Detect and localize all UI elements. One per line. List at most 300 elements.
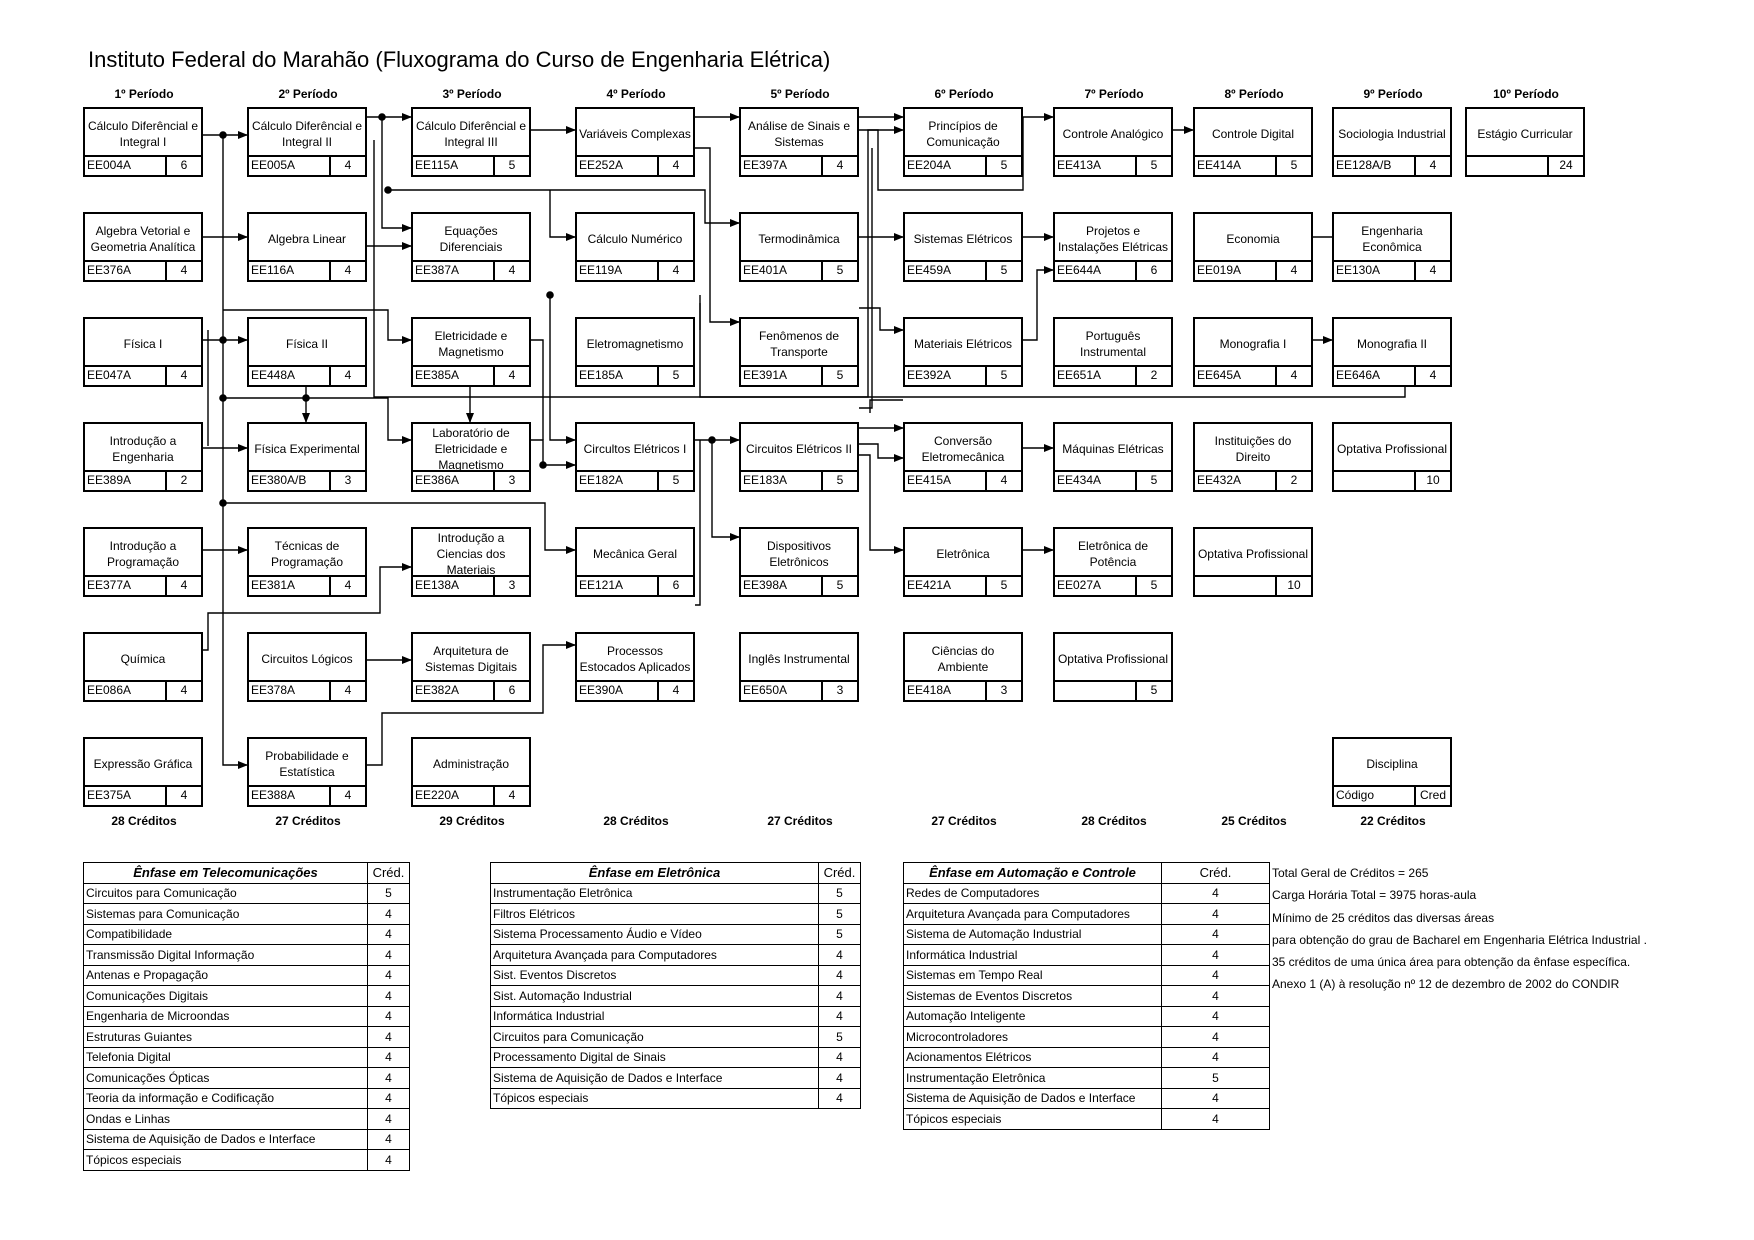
elective-credits: 4 <box>368 1150 410 1171</box>
course-credits: 4 <box>672 683 680 697</box>
elective-credits: 4 <box>1162 1109 1270 1130</box>
table-row <box>904 986 1270 1007</box>
elective-name: Instrumentação Eletrônica <box>491 883 819 904</box>
elective-credits: 4 <box>819 1047 861 1068</box>
course-name: Inglês Instrumental <box>748 652 850 666</box>
course-box <box>739 107 859 177</box>
course-credits: 10 <box>1426 473 1440 487</box>
elective-credits: 4 <box>368 1006 410 1027</box>
course-name: Expressão Gráfica <box>93 757 193 771</box>
course-code: EE421A <box>905 577 987 595</box>
note-line: Carga Horária Total = 3975 horas-aula <box>1272 888 1477 903</box>
course-name: Cálculo Diferêncial e Integral I <box>87 119 199 149</box>
course-code: EE005A <box>249 157 331 175</box>
emphasis-rows <box>904 883 1270 1129</box>
course-name: Sistemas Elétricos <box>913 232 1013 246</box>
course-code: EE413A <box>1055 157 1137 175</box>
course-name: Probabilidade e Estatística <box>265 749 349 779</box>
course-credits: 4 <box>1429 368 1437 382</box>
elective-credits: 4 <box>819 1006 861 1027</box>
table-row <box>84 1047 410 1068</box>
table-row <box>84 1129 410 1150</box>
course-name: Introdução a Programação <box>106 539 180 569</box>
course-box <box>575 632 695 702</box>
table-row <box>84 1006 410 1027</box>
course-code: EE386A <box>413 472 495 490</box>
course-code: EE185A <box>577 367 659 385</box>
course-name: Termodinâmica <box>758 232 840 246</box>
course-credits: 5 <box>836 263 844 277</box>
course-box <box>247 737 367 807</box>
table-row <box>84 1068 410 1089</box>
connector-line <box>870 400 903 413</box>
course-credits: 5 <box>1150 158 1158 172</box>
table-row <box>904 1109 1270 1130</box>
table-row <box>84 883 410 904</box>
course-credits: 5 <box>672 473 680 487</box>
course-box <box>411 422 531 492</box>
course-credits: 5 <box>1150 683 1158 697</box>
course-code: EE380A/B <box>249 472 331 490</box>
period-label-1: 1º Período <box>114 87 174 101</box>
junction-dot <box>219 336 227 344</box>
credits-total-5: 27 Créditos <box>767 814 833 828</box>
course-code: EE650A <box>741 682 823 700</box>
course-credits: 4 <box>344 683 352 697</box>
course-box <box>903 107 1023 177</box>
course-credits: 4 <box>1290 263 1298 277</box>
emphasis-title: Ênfase em Automação e Controle <box>904 863 1162 884</box>
course-credits: 6 <box>508 683 516 697</box>
course-code: EE397A <box>741 157 823 175</box>
course-name: Engenharia Econômica <box>1361 224 1423 254</box>
legend-code: Código <box>1334 787 1416 805</box>
elective-credits: 4 <box>368 986 410 1007</box>
course-box <box>575 107 695 177</box>
course-credits: 5 <box>1150 578 1158 592</box>
period-label-2: 2º Período <box>278 87 338 101</box>
course-credits: 5 <box>1150 473 1158 487</box>
prerequisite-arrow <box>531 440 575 465</box>
course-credits: 6 <box>1150 263 1158 277</box>
course-code: EE183A <box>741 472 823 490</box>
course-code: EE459A <box>905 262 987 280</box>
junction-dot <box>219 131 227 139</box>
course-credits: 5 <box>836 368 844 382</box>
course-box <box>1053 317 1173 387</box>
course-code: EE651A <box>1055 367 1137 385</box>
elective-credits: 4 <box>1162 1006 1270 1027</box>
course-name: Sociologia Industrial <box>1338 127 1446 141</box>
course-box <box>1193 422 1313 492</box>
elective-credits: 5 <box>819 883 861 904</box>
course-name: Monografia I <box>1219 337 1287 351</box>
prerequisite-arrow <box>695 148 739 322</box>
elective-credits: 5 <box>368 883 410 904</box>
table-row <box>491 904 861 925</box>
course-credits: 2 <box>1150 368 1158 382</box>
course-name: Máquinas Elétricas <box>1062 442 1164 456</box>
elective-credits: 5 <box>819 1027 861 1048</box>
course-code: EE645A <box>1195 367 1277 385</box>
course-box <box>83 422 203 492</box>
elective-credits: 4 <box>368 1129 410 1150</box>
course-name: Física I <box>123 337 163 351</box>
course-credits: 4 <box>508 263 516 277</box>
connector-line <box>859 148 872 408</box>
elective-credits: 4 <box>819 1088 861 1109</box>
course-name: Processos Estocados Aplicados <box>579 644 691 674</box>
course-name: Química <box>120 652 166 666</box>
elective-name: Sistema de Aquisição de Dados e Interface <box>84 1129 368 1150</box>
course-box <box>1332 107 1452 177</box>
elective-credits: 5 <box>819 904 861 925</box>
prerequisite-arrow <box>223 135 247 765</box>
course-credits: 2 <box>180 473 188 487</box>
course-code: EE130A <box>1334 262 1416 280</box>
course-code: EE027A <box>1055 577 1137 595</box>
course-credits: 5 <box>1000 158 1008 172</box>
note-line: Total Geral de Créditos = 265 <box>1272 866 1429 880</box>
course-code: EE389A <box>85 472 167 490</box>
course-code <box>1334 472 1416 490</box>
course-name: Instituições do Direito <box>1214 434 1292 464</box>
prerequisite-arrow <box>712 440 739 537</box>
course-name: Optativa Profissional <box>1057 652 1169 666</box>
course-code <box>1195 577 1277 595</box>
course-box <box>411 632 531 702</box>
emphasis-title: Ênfase em Eletrônica <box>491 863 819 884</box>
course-name: Economia <box>1226 232 1280 246</box>
course-code: EE220A <box>413 787 495 805</box>
table-row <box>904 924 1270 945</box>
period-label-6: 6º Período <box>934 87 994 101</box>
course-code: EE119A <box>577 262 659 280</box>
elective-credits: 4 <box>1162 1027 1270 1048</box>
course-box <box>247 422 367 492</box>
course-code: EE086A <box>85 682 167 700</box>
course-name: Física Experimental <box>254 442 360 456</box>
table-row <box>491 1088 861 1109</box>
course-name: Eletricidade e Magnetismo <box>434 329 508 359</box>
elective-credits: 4 <box>368 904 410 925</box>
course-name: Análise de Sinais e Sistemas <box>747 119 851 149</box>
emphasis-rows <box>491 883 861 1109</box>
elective-credits: 4 <box>368 1027 410 1048</box>
course-code: EE414A <box>1195 157 1277 175</box>
course-name: Algebra Linear <box>267 232 347 246</box>
course-box <box>411 527 531 597</box>
page-title: Instituto Federal do Marahão (Fluxograma do Curso de Engenharia Elétrica) <box>88 47 831 72</box>
course-box <box>903 422 1023 492</box>
period-label-5: 5º Período <box>770 87 830 101</box>
table-row <box>84 924 410 945</box>
course-name: Estágio Curricular <box>1477 127 1573 141</box>
table-row <box>904 904 1270 925</box>
course-box <box>1465 107 1585 177</box>
course-credits: 6 <box>672 578 680 592</box>
course-code: EE047A <box>85 367 167 385</box>
course-box <box>1053 632 1173 702</box>
course-name: Arquitetura de Sistemas Digitais <box>424 644 518 674</box>
course-code: EE182A <box>577 472 659 490</box>
period-label-7: 7º Período <box>1084 87 1144 101</box>
course-box <box>83 317 203 387</box>
course-credits: 4 <box>344 788 352 802</box>
elective-name: Sistema de Automação Industrial <box>904 924 1162 945</box>
elective-name: Comunicações Digitais <box>84 986 368 1007</box>
course-box <box>247 317 367 387</box>
elective-name: Acionamentos Elétricos <box>904 1047 1162 1068</box>
course-box <box>739 527 859 597</box>
table-row <box>491 945 861 966</box>
course-code: EE434A <box>1055 472 1137 490</box>
course-box <box>1193 317 1313 387</box>
elective-name: Engenharia de Microondas <box>84 1006 368 1027</box>
elective-name: Ondas e Linhas <box>84 1109 368 1130</box>
course-box <box>739 632 859 702</box>
table-row <box>904 883 1270 904</box>
course-code: EE204A <box>905 157 987 175</box>
elective-name: Sistemas em Tempo Real <box>904 965 1162 986</box>
elective-name: Tópicos especiais <box>491 1088 819 1109</box>
course-code: EE381A <box>249 577 331 595</box>
credits-total-6: 27 Créditos <box>931 814 997 828</box>
elective-credits: 5 <box>1162 1068 1270 1089</box>
course-code <box>1467 157 1549 175</box>
elective-name: Tópicos especiais <box>84 1150 368 1171</box>
prerequisite-arrow <box>550 295 575 440</box>
credits-total-3: 29 Créditos <box>439 814 505 828</box>
emphasis-table-eletronica <box>490 862 861 1109</box>
credits-total-4: 28 Créditos <box>603 814 669 828</box>
elective-name: Microcontroladores <box>904 1027 1162 1048</box>
course-credits: 4 <box>672 158 680 172</box>
elective-name: Instrumentação Eletrônica <box>904 1068 1162 1089</box>
course-name: Física II <box>285 337 328 351</box>
course-code: EE415A <box>905 472 987 490</box>
credits-total-1: 28 Créditos <box>111 814 177 828</box>
table-row <box>491 1006 861 1027</box>
course-credits: 6 <box>180 158 188 172</box>
course-code: EE448A <box>249 367 331 385</box>
table-row <box>491 1047 861 1068</box>
course-name: Introdução a Engenharia <box>109 434 177 464</box>
table-row <box>904 1068 1270 1089</box>
course-credits: 3 <box>1000 683 1008 697</box>
course-name: Introdução a Ciencias dos Materiais <box>436 531 506 577</box>
prerequisite-arrow <box>859 308 903 330</box>
course-credits: 3 <box>508 473 516 487</box>
period-label-9: 9º Período <box>1363 87 1423 101</box>
course-box <box>575 317 695 387</box>
course-box <box>1193 107 1313 177</box>
table-row <box>491 1068 861 1089</box>
table-row <box>84 1109 410 1130</box>
course-box <box>83 632 203 702</box>
course-credits: 2 <box>1290 473 1298 487</box>
period-label-3: 3º Período <box>442 87 502 101</box>
course-name: Técnicas de Programação <box>270 539 344 569</box>
course-name: Monografia II <box>1356 337 1428 351</box>
elective-name: Redes de Computadores <box>904 883 1162 904</box>
course-code: EE004A <box>85 157 167 175</box>
elective-name: Circuitos para Comunicação <box>84 883 368 904</box>
elective-name: Sistema Processamento Áudio e Vídeo <box>491 924 819 945</box>
elective-credits: 4 <box>1162 883 1270 904</box>
course-name: Optativa Profissional <box>1197 547 1309 561</box>
course-box <box>903 212 1023 282</box>
course-box <box>575 212 695 282</box>
elective-name: Informática Industrial <box>491 1006 819 1027</box>
elective-credits: 4 <box>1162 945 1270 966</box>
table-row <box>904 1047 1270 1068</box>
credits-total-9: 22 Créditos <box>1360 814 1426 828</box>
course-credits: 5 <box>1000 263 1008 277</box>
elective-name: Sist. Eventos Discretos <box>491 965 819 986</box>
elective-name: Sistema de Aquisição de Dados e Interface <box>491 1068 819 1089</box>
course-code: EE382A <box>413 682 495 700</box>
course-name: Materiais Elétricos <box>913 337 1013 351</box>
course-credits: 4 <box>1429 158 1437 172</box>
table-row <box>84 986 410 1007</box>
elective-name: Tópicos especiais <box>904 1109 1162 1130</box>
table-row <box>904 945 1270 966</box>
course-credits: 4 <box>344 368 352 382</box>
course-code: EE385A <box>413 367 495 385</box>
course-name: Circuitos Lógicos <box>261 652 353 666</box>
course-credits: 4 <box>508 788 516 802</box>
course-credits: 5 <box>1290 158 1298 172</box>
course-name: Administração <box>432 757 510 771</box>
course-credits: 5 <box>836 473 844 487</box>
course-code: EE398A <box>741 577 823 595</box>
elective-credits: 4 <box>368 965 410 986</box>
course-credits: 4 <box>180 683 188 697</box>
elective-name: Arquitetura Avançada para Computadores <box>904 904 1162 925</box>
course-name: Eletrônica de Potência <box>1077 539 1149 569</box>
emphasis-table-telecom <box>83 862 410 1171</box>
course-code: EE375A <box>85 787 167 805</box>
course-name: Controle Digital <box>1211 127 1295 141</box>
course-credits: 5 <box>1000 368 1008 382</box>
table-row <box>84 945 410 966</box>
course-box <box>575 527 695 597</box>
course-box <box>1053 422 1173 492</box>
course-box <box>1332 212 1452 282</box>
course-credits: 5 <box>836 578 844 592</box>
table-row <box>491 965 861 986</box>
period-label-4: 4º Período <box>606 87 666 101</box>
course-box <box>247 212 367 282</box>
elective-name: Filtros Elétricos <box>491 904 819 925</box>
course-box <box>1332 422 1452 492</box>
course-box <box>411 107 531 177</box>
junction-dot <box>302 394 310 402</box>
course-box <box>83 737 203 807</box>
table-row <box>84 1027 410 1048</box>
course-name: Variáveis Complexas <box>579 127 691 141</box>
course-credits: 4 <box>180 263 188 277</box>
course-credits: 4 <box>836 158 844 172</box>
table-row <box>84 1088 410 1109</box>
elective-name: Automação Inteligente <box>904 1006 1162 1027</box>
course-box <box>83 212 203 282</box>
elective-credits: 4 <box>368 1088 410 1109</box>
course-credits: 5 <box>1000 578 1008 592</box>
elective-credits: 4 <box>1162 965 1270 986</box>
table-row <box>84 1150 410 1171</box>
course-box <box>1193 527 1313 597</box>
course-name: Ciências do Ambiente <box>931 644 995 674</box>
elective-name: Informática Industrial <box>904 945 1162 966</box>
elective-credits: 5 <box>819 924 861 945</box>
period-label-8: 8º Período <box>1224 87 1284 101</box>
elective-name: Arquitetura Avançada para Computadores <box>491 945 819 966</box>
course-name: Português Instrumental <box>1079 329 1147 359</box>
course-credits: 3 <box>344 473 352 487</box>
course-credits: 24 <box>1559 158 1573 172</box>
elective-name: Compatibilidade <box>84 924 368 945</box>
table-row <box>904 1006 1270 1027</box>
course-code: EE401A <box>741 262 823 280</box>
course-code: EE392A <box>905 367 987 385</box>
course-code: EE388A <box>249 787 331 805</box>
course-box <box>575 422 695 492</box>
elective-credits: 4 <box>368 1109 410 1130</box>
table-row <box>84 904 410 925</box>
table-row <box>491 883 861 904</box>
course-code: EE390A <box>577 682 659 700</box>
course-code: EE646A <box>1334 367 1416 385</box>
course-name: Eletrônica <box>936 547 990 561</box>
elective-name: Sist. Automação Industrial <box>491 986 819 1007</box>
course-box <box>739 317 859 387</box>
note-line: 35 créditos de uma única área para obtenção da ênfase específica. <box>1272 955 1631 970</box>
course-credits: 5 <box>672 368 680 382</box>
prerequisite-arrow <box>550 190 575 237</box>
course-box <box>247 632 367 702</box>
course-name: Algebra Vetorial e Geometria Analítica <box>90 224 196 254</box>
table-row <box>491 986 861 1007</box>
credits-header: Créd. <box>819 863 861 884</box>
course-code <box>1055 682 1137 700</box>
elective-name: Processamento Digital de Sinais <box>491 1047 819 1068</box>
course-code: EE377A <box>85 577 167 595</box>
course-name: Fenômenos de Transporte <box>758 329 840 359</box>
elective-name: Antenas e Propagação <box>84 965 368 986</box>
elective-name: Sistemas para Comunicação <box>84 904 368 925</box>
elective-credits: 4 <box>1162 1047 1270 1068</box>
course-code: EE121A <box>577 577 659 595</box>
elective-credits: 4 <box>368 1068 410 1089</box>
course-code: EE644A <box>1055 262 1137 280</box>
table-row <box>84 965 410 986</box>
course-box <box>1193 212 1313 282</box>
course-box <box>411 737 531 807</box>
course-name: Projetos e Instalações Elétricas <box>1057 224 1169 254</box>
course-code: EE387A <box>413 262 495 280</box>
course-code: EE128A/B <box>1334 157 1416 175</box>
course-code: EE378A <box>249 682 331 700</box>
course-credits: 4 <box>180 368 188 382</box>
course-credits: 4 <box>180 578 188 592</box>
elective-name: Telefonia Digital <box>84 1047 368 1068</box>
course-name: Conversão Eletromecânica <box>921 434 1005 464</box>
course-code: EE138A <box>413 577 495 595</box>
course-credits: 3 <box>508 578 516 592</box>
course-box <box>411 317 531 387</box>
